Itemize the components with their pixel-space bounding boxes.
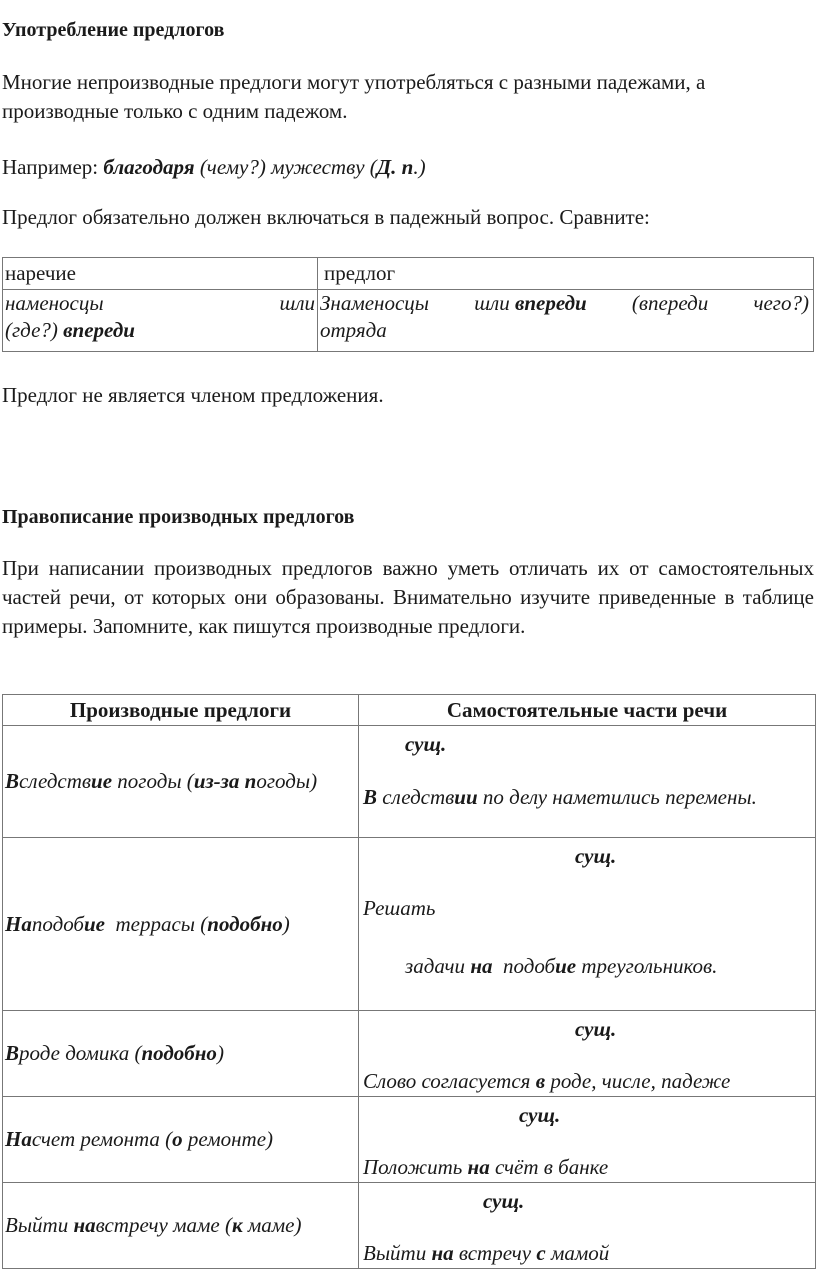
table-row — [3, 726, 816, 838]
r1-l-0: В — [5, 769, 20, 793]
row4-derived — [3, 1097, 359, 1183]
r1-l-1: следств — [19, 769, 92, 793]
r5-r-4: мамой — [545, 1241, 610, 1265]
table-row — [3, 838, 816, 1011]
table-row — [3, 1011, 816, 1097]
table1-header-preposition: предлог — [318, 258, 814, 290]
r3-r-2: роде, числе, падеже — [545, 1069, 731, 1093]
r5-l-2: встречу маме ( — [95, 1213, 232, 1237]
r2-l-5: ) — [282, 911, 290, 936]
r5-r-0: Выйти — [363, 1241, 432, 1265]
r2-l-3: террасы ( — [104, 911, 208, 936]
t1-left-word2: шли — [279, 291, 315, 315]
r3-r-0: Слово согласуется — [363, 1069, 536, 1093]
r4-r-0: Положить — [363, 1155, 468, 1179]
row1-derived — [3, 726, 359, 838]
t1-right-word5: отряда — [320, 318, 387, 342]
r3-l-1: роде домика ( — [19, 1041, 142, 1065]
r1-l-2: ие — [91, 769, 113, 793]
t1-left-question: (где?) — [5, 318, 58, 342]
r1-l-4: из-за — [193, 769, 240, 793]
r2-r-4: ие — [555, 954, 577, 978]
t1-left-word1: наменосцы — [5, 291, 104, 315]
table1-adverb-example — [3, 290, 318, 352]
r2-l-1: подоб — [31, 911, 84, 936]
row3-independent — [359, 1011, 816, 1097]
r5-r-1: на — [431, 1241, 454, 1265]
example-case-d: Д. — [376, 155, 397, 179]
paragraph-not-member: Предлог не является членом предложения. — [2, 383, 384, 407]
r2-r-3: подоб — [492, 954, 556, 978]
section-title-derived-spelling: Правописание производных предлогов — [2, 506, 355, 528]
row2-derived — [3, 838, 359, 1011]
r2-l-2: ие — [83, 911, 105, 936]
paragraph-cases: Многие непроизводные предлоги могут употребляться с разными падежами, а производные только с одним падежом. — [2, 70, 706, 123]
r4-l-3: ремонте) — [182, 1127, 274, 1151]
t1-right-word4: чего?) — [753, 291, 809, 315]
adverb-preposition-table — [2, 257, 814, 352]
example-preposition: благодаря — [103, 155, 195, 179]
noun-label: сущ. — [405, 732, 447, 756]
r2-r-2: на — [470, 954, 493, 978]
r1-l-3: погоды ( — [112, 769, 194, 793]
r5-l-3: к — [231, 1213, 243, 1237]
row5-derived — [3, 1183, 359, 1269]
example-end: .) — [413, 155, 426, 179]
r4-r-1: на — [467, 1155, 490, 1179]
t1-left-adverb: впереди — [63, 318, 135, 342]
paragraph-derived-intro: При написании производных предлогов важно уметь отличать их от самостоятельных частей речи, от которых они образованы. Внимательно изучите приведенные в таблице примеры. Запомните, как пишутся производные предлоги. — [2, 556, 814, 638]
r5-l-0: Выйти — [5, 1213, 74, 1237]
r3-l-2: подобно — [141, 1041, 217, 1065]
r4-l-0: На — [5, 1127, 32, 1151]
r2-r-1: задачи — [405, 954, 471, 978]
r3-r-1: в — [535, 1069, 546, 1093]
example-label: Например: — [2, 155, 99, 179]
r2-l-4: подобно — [207, 911, 283, 936]
section-title-prepositions-usage: Употребление предлогов — [2, 19, 225, 41]
r1-r-2: ии — [454, 785, 478, 809]
r3-l-0: В — [5, 1041, 20, 1065]
table-row — [3, 1097, 816, 1183]
r5-l-4: маме) — [242, 1213, 302, 1237]
r1-l-7: огоды) — [256, 769, 318, 793]
r5-l-1: на — [73, 1213, 96, 1237]
t1-right-word3: (впереди — [631, 291, 709, 315]
t1-right-word1: Знаменосцы — [320, 291, 429, 315]
r5-r-3: с — [536, 1241, 546, 1265]
noun-label: сущ. — [575, 1017, 617, 1041]
r3-l-3: ) — [216, 1041, 224, 1065]
table2-header-derived: Производные предлоги — [3, 695, 359, 726]
paragraph-compare: Предлог обязательно должен включаться в падежный вопрос. Сравните: — [2, 205, 650, 229]
row5-independent — [359, 1183, 816, 1269]
r4-r-2: счёт в банке — [489, 1155, 609, 1179]
table2-header-parts-of-speech: Самостоятельные части речи — [359, 695, 816, 726]
r4-l-1: счет ремонта ( — [31, 1127, 173, 1151]
r4-l-2: о — [172, 1127, 183, 1151]
table1-header-adverb: наречие — [3, 258, 318, 290]
example-question: (чему?) мужеству ( — [199, 155, 377, 179]
table-row — [3, 1183, 816, 1269]
row4-independent — [359, 1097, 816, 1183]
r1-r-1: следств — [377, 785, 455, 809]
r5-r-2: встречу — [453, 1241, 537, 1265]
row1-independent — [359, 726, 816, 838]
r2-l-0: На — [5, 911, 32, 936]
noun-label: сущ. — [519, 1103, 561, 1127]
r2-r-0: Решать — [363, 896, 436, 920]
noun-label: сущ. — [575, 844, 617, 868]
example-case-p: п — [401, 155, 414, 179]
t1-right-word2: шли — [474, 291, 510, 315]
table1-preposition-example — [318, 290, 814, 352]
paragraph-example — [2, 153, 814, 182]
row3-derived — [3, 1011, 359, 1097]
r1-l-6: п — [244, 769, 257, 793]
r1-r-3: по делу наметились перемены. — [477, 785, 757, 809]
derived-prepositions-table — [2, 694, 816, 1269]
t1-right-preposition: впереди — [514, 291, 587, 315]
r2-r-5: треугольников. — [576, 954, 718, 978]
r1-r-0: В — [363, 785, 378, 809]
noun-label: сущ. — [483, 1189, 525, 1213]
row2-independent — [359, 838, 816, 1011]
